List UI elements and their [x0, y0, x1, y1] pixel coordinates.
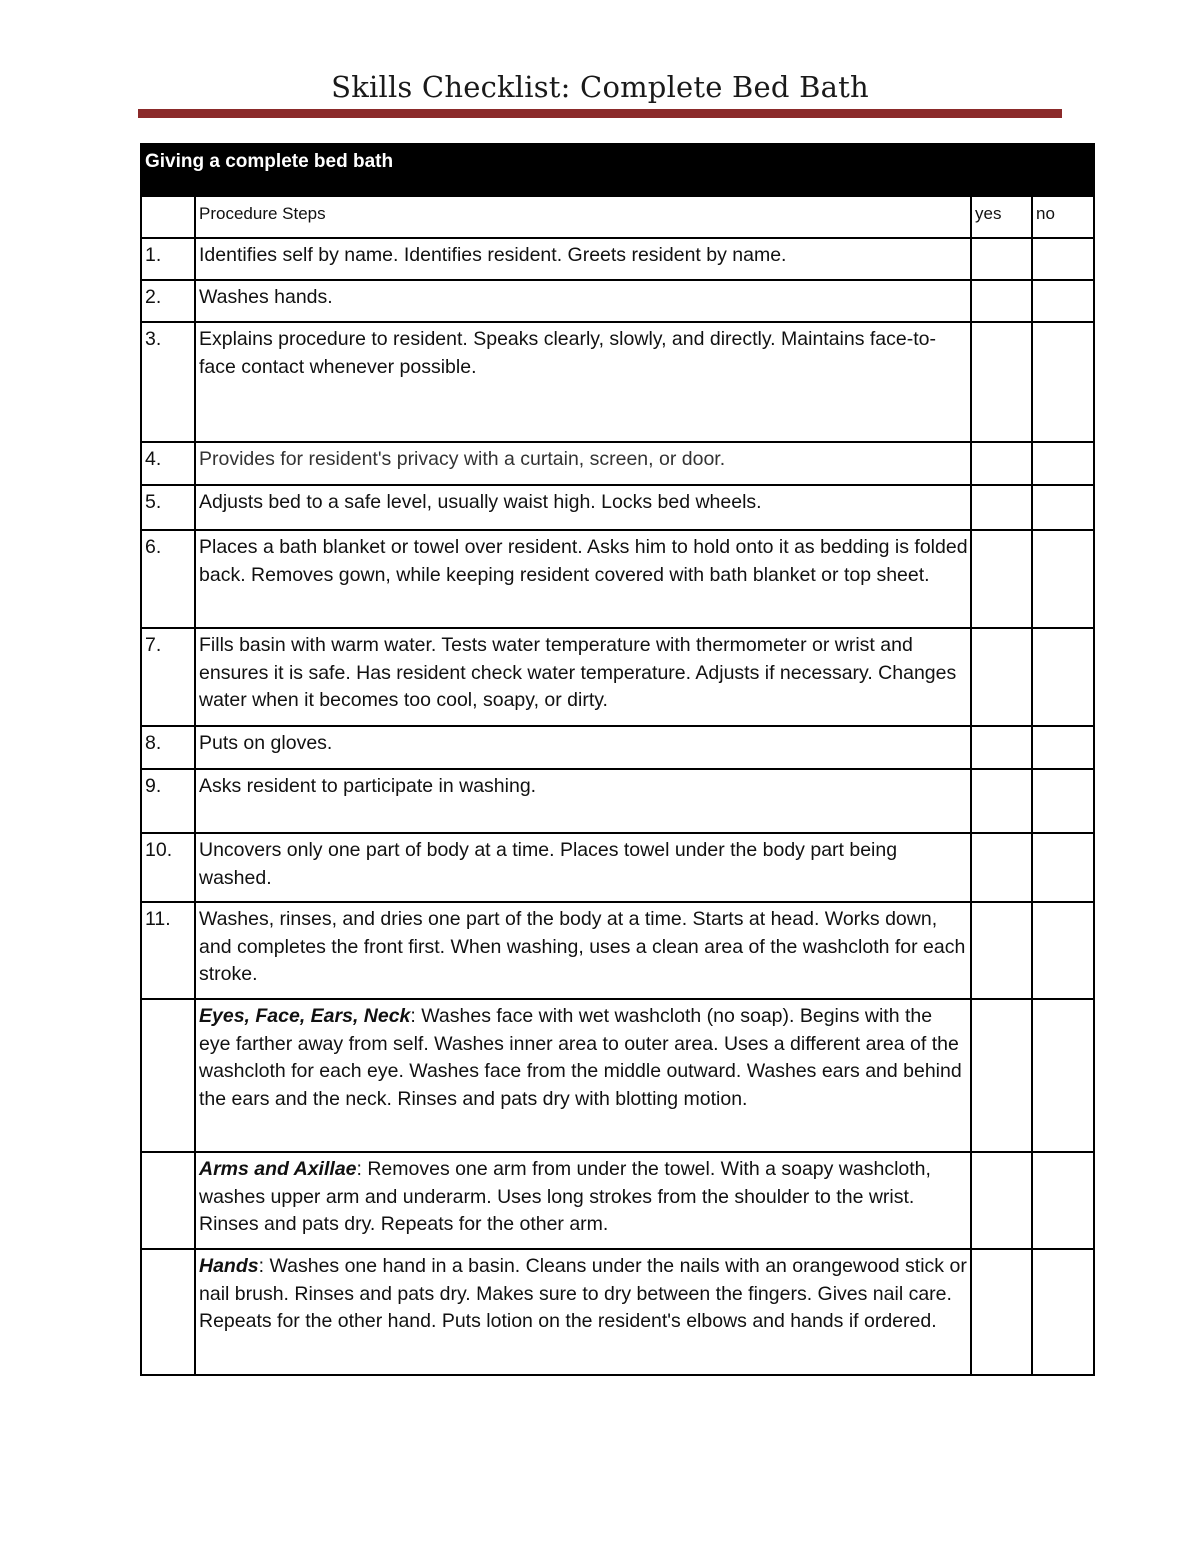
table-row	[141, 726, 1094, 769]
yes-checkbox-cell[interactable]	[971, 726, 1032, 769]
step-number: 6.	[141, 530, 195, 628]
header-row	[141, 196, 1094, 238]
yes-checkbox-cell[interactable]	[971, 485, 1032, 530]
table-row	[141, 322, 1094, 442]
no-checkbox-cell[interactable]	[1032, 442, 1094, 485]
step-number: 5.	[141, 485, 195, 530]
step-subtext: : Washes face with wet washcloth (no soap). Begins with the eye farther away from self. Washes inner area to outer area. Uses a different area of the washcloth for each eye. Washes face from the middle outward. Washes ears and behind the ears and the neck. Rinses and pats dry with blotting motion.	[199, 1005, 962, 1110]
step-text	[195, 999, 971, 1152]
step-text: Places a bath blanket or towel over resident. Asks him to hold onto it as bedding is folded back. Removes gown, while keeping resident covered with bath blanket or top sheet.	[195, 530, 971, 628]
page-title: Skills Checklist: Complete Bed Bath	[331, 70, 869, 104]
no-checkbox-cell[interactable]	[1032, 628, 1094, 726]
no-checkbox-cell[interactable]	[1032, 999, 1094, 1152]
yes-checkbox-cell[interactable]	[971, 628, 1032, 726]
yes-checkbox-cell[interactable]	[971, 1249, 1032, 1375]
header-procedure-steps: Procedure Steps	[195, 196, 971, 238]
table-row	[141, 628, 1094, 726]
header-number-cell	[141, 196, 195, 238]
table-row	[141, 833, 1094, 902]
step-number	[141, 1152, 195, 1249]
step-subheading: Arms and Axillae	[199, 1158, 357, 1180]
no-checkbox-cell[interactable]	[1032, 902, 1094, 999]
step-text: Provides for resident's privacy with a curtain, screen, or door.	[195, 442, 971, 485]
table-row	[141, 530, 1094, 628]
step-text: Asks resident to participate in washing.	[195, 769, 971, 833]
step-text: Washes, rinses, and dries one part of the body at a time. Starts at head. Works down, and completes the front first. When washing, uses a clean area of the washcloth for each stroke.	[195, 902, 971, 999]
title-divider	[138, 109, 1062, 118]
step-text: Uncovers only one part of body at a time. Places towel under the body part being washed.	[195, 833, 971, 902]
step-text: Puts on gloves.	[195, 726, 971, 769]
yes-checkbox-cell[interactable]	[971, 530, 1032, 628]
step-number: 10.	[141, 833, 195, 902]
yes-checkbox-cell[interactable]	[971, 769, 1032, 833]
yes-checkbox-cell[interactable]	[971, 833, 1032, 902]
header-yes: yes	[971, 196, 1032, 238]
step-text: Washes hands.	[195, 280, 971, 322]
no-checkbox-cell[interactable]	[1032, 769, 1094, 833]
table-row	[141, 1152, 1094, 1249]
no-checkbox-cell[interactable]	[1032, 322, 1094, 442]
table-row	[141, 238, 1094, 280]
yes-checkbox-cell[interactable]	[971, 322, 1032, 442]
table-row	[141, 1249, 1094, 1375]
step-text	[195, 1152, 971, 1249]
step-subtext: : Washes one hand in a basin. Cleans under the nails with an orangewood stick or nail brush. Rinses and pats dry. Makes sure to dry between the fingers. Gives nail care. Repeats for the other hand. Puts lotion on the resident's elbows and hands if ordered.	[199, 1255, 967, 1332]
no-checkbox-cell[interactable]	[1032, 280, 1094, 322]
yes-checkbox-cell[interactable]	[971, 280, 1032, 322]
step-number: 11.	[141, 902, 195, 999]
section-title: Giving a complete bed bath	[141, 144, 1094, 196]
table-row	[141, 280, 1094, 322]
table-row	[141, 769, 1094, 833]
no-checkbox-cell[interactable]	[1032, 1249, 1094, 1375]
no-checkbox-cell[interactable]	[1032, 238, 1094, 280]
table-row	[141, 999, 1094, 1152]
no-checkbox-cell[interactable]	[1032, 726, 1094, 769]
step-number: 2.	[141, 280, 195, 322]
step-subheading: Hands	[199, 1255, 259, 1277]
no-checkbox-cell[interactable]	[1032, 1152, 1094, 1249]
no-checkbox-cell[interactable]	[1032, 530, 1094, 628]
step-text: Explains procedure to resident. Speaks clearly, slowly, and directly. Maintains face-to-face contact whenever possible.	[195, 322, 971, 442]
step-number: 3.	[141, 322, 195, 442]
table-row	[141, 902, 1094, 999]
step-number: 1.	[141, 238, 195, 280]
step-number: 7.	[141, 628, 195, 726]
checklist-table	[140, 143, 1095, 1376]
step-number	[141, 1249, 195, 1375]
no-checkbox-cell[interactable]	[1032, 485, 1094, 530]
step-number: 4.	[141, 442, 195, 485]
step-text: Identifies self by name. Identifies resident. Greets resident by name.	[195, 238, 971, 280]
step-number	[141, 999, 195, 1152]
step-number: 9.	[141, 769, 195, 833]
step-text: Adjusts bed to a safe level, usually waist high. Locks bed wheels.	[195, 485, 971, 530]
step-text: Fills basin with warm water. Tests water temperature with thermometer or wrist and ensures it is safe. Has resident check water temperature. Adjusts if necessary. Changes water when it becomes too cool, soapy, or dirty.	[195, 628, 971, 726]
step-text	[195, 1249, 971, 1375]
yes-checkbox-cell[interactable]	[971, 902, 1032, 999]
table-row	[141, 442, 1094, 485]
table-row	[141, 485, 1094, 530]
step-subheading: Eyes, Face, Ears, Neck	[199, 1005, 411, 1027]
yes-checkbox-cell[interactable]	[971, 442, 1032, 485]
no-checkbox-cell[interactable]	[1032, 833, 1094, 902]
yes-checkbox-cell[interactable]	[971, 999, 1032, 1152]
step-subtext: : Removes one arm from under the towel. With a soapy washcloth, washes upper arm and underarm. Uses long strokes from the shoulder to the wrist. Rinses and pats dry. Repeats for the other arm.	[199, 1158, 931, 1235]
yes-checkbox-cell[interactable]	[971, 238, 1032, 280]
header-no: no	[1032, 196, 1094, 238]
step-number: 8.	[141, 726, 195, 769]
yes-checkbox-cell[interactable]	[971, 1152, 1032, 1249]
